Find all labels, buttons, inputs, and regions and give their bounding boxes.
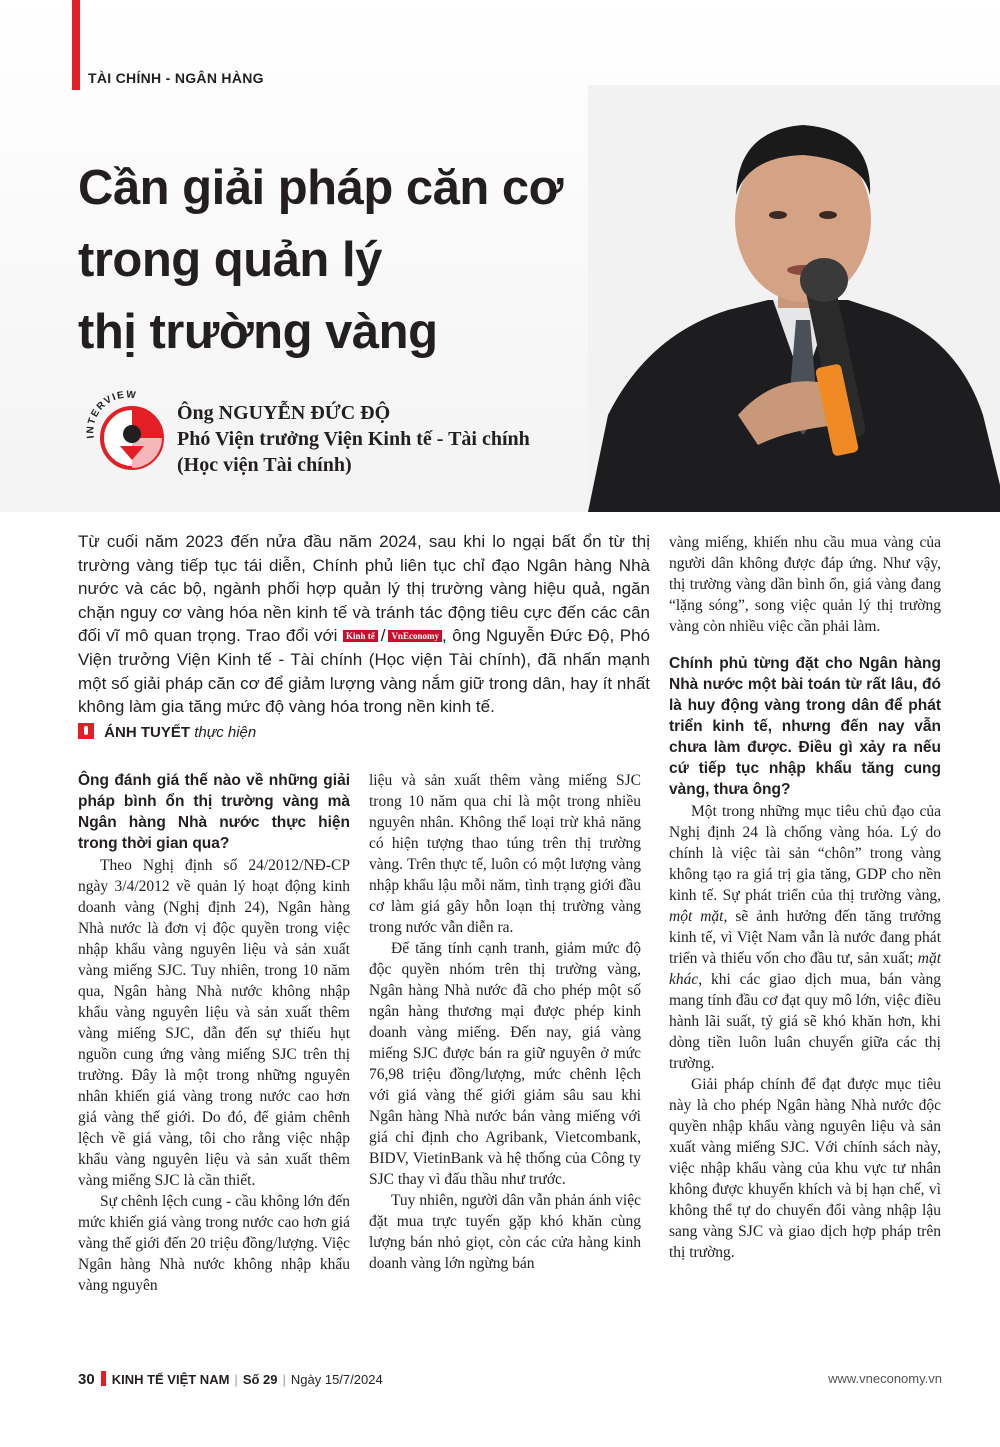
interview-badge-icon <box>82 388 170 476</box>
lead-text-2: , ông Nguyễn Đức Độ, Phó Viện trưởng Viện Kinh tế - Tài chính (Học viện Tài chính), đã nhấn mạnh một số giải pháp căn cơ để giảm lượng vàng nắm giữ trong dân, hay ít nhất không làm gia tăng mức độ vàng hóa trong nền kinh tế. <box>78 626 650 717</box>
footer-divider: | <box>282 1372 286 1387</box>
website-link[interactable]: www.vneconomy.vn <box>828 1371 942 1386</box>
answer-1-paragraph-1: Theo Nghị định số 24/2012/NĐ-CP ngày 3/4/2012 về quản lý hoạt động kinh doanh vàng (Nghị định 24), Ngân hàng Nhà nước là đơn vị độc quyền trong việc nhập khẩu vàng nguyên liệu và sản xuất vàng miếng SJC. Tuy nhiên, trong 10 năm qua, Ngân hàng Nhà nước không nhập khẩu vàng nguyên liệu và sản xuất thêm vàng miếng SJC, dẫn đến sự thiếu hụt nguồn cung ứng vàng miếng SJC trên thị trường. Đây là một trong những nguyên nhân khiến giá vàng trong nước cao hơn giá vàng thế giới. Do đó, để giảm chênh lệch về giá vàng, tôi cho rằng việc nhập khẩu vàng nguyên liệu và sản xuất thêm vàng miếng SJC là cần thiết. <box>78 857 350 1189</box>
article-title <box>78 152 598 368</box>
logo-separator: / <box>380 626 386 646</box>
column-2-paragraph-2: Để tăng tính cạnh tranh, giảm mức độ độc quyền nhóm trên thị trường vàng, Ngân hàng Nhà nước đã cho phép một số ngân hàng thương mại được phép kinh doanh vàng miếng. Đến nay, giá vàng miếng SJC được bán ra giữ nguyên ở mức 76,98 triệu đồng/lượng, mức chênh lệch với giá vàng thế giới giảm sâu sau khi Ngân hàng Nhà nước bán vàng miếng với giá chỉ định cho Agribank, Vietcombank, BIDV, VietinBank và hệ thống của Công ty SJC thay vì đấu thầu như trước. <box>369 940 641 1188</box>
title-line-2: trong quản lý <box>78 233 382 287</box>
magazine-name: KINH TẾ VIỆT NAM <box>111 1372 230 1387</box>
body-column-1 <box>78 770 350 1296</box>
vneconomy-logo: VnEconomy <box>388 630 442 642</box>
lead-paragraph <box>78 530 650 719</box>
answer-2-emphasis-1: một mặt, <box>669 908 728 925</box>
section-label: TÀI CHÍNH - NGÂN HÀNG <box>88 70 264 86</box>
title-line-1: Cần giải pháp căn cơ <box>78 161 564 215</box>
column-2-paragraph-1: liệu và sản xuất thêm vàng miếng SJC trong 10 năm qua chỉ là một trong nhiều nguyên nhân. Không thể loại trừ khả năng có hiện tượng thao túng trên thị trường vàng. Trên thực tế, luôn có một lượng vàng nhập khẩu lậu mỗi năm, tình trạng giới đầu cơ làm giá gây hỗn loạn thị trường vàng trong nước vẫn diễn ra. <box>369 772 641 936</box>
question-2: Chính phủ từng đặt cho Ngân hàng Nhà nước một bài toán từ rất lâu, đó là huy động vàng trong dân để phát triển kinh tế, nhưng đến nay vẫn chưa làm được. Điều gì xảy ra nếu cứ tiếp tục nhập khẩu tăng cung vàng, thưa ông? <box>669 655 941 798</box>
question-1: Ông đánh giá thế nào về những giải pháp bình ổn thị trường vàng mà Ngân hàng Nhà nước thực hiện trong thời gian qua? <box>78 772 350 852</box>
title-line-3: thị trường vàng <box>78 305 438 359</box>
kinhte-logo: Kinh tế <box>343 630 378 642</box>
interviewee-position: Phó Viện trưởng Viện Kinh tế - Tài chính <box>177 428 530 450</box>
footer-divider: | <box>234 1372 238 1387</box>
section-accent-bar <box>72 0 80 90</box>
answer-2-emphasis-2: mặt khác, <box>669 950 941 988</box>
footer-accent-bar <box>101 1371 106 1386</box>
author-name: ÁNH TUYẾT <box>104 724 191 741</box>
lead-text-1: Từ cuối năm 2023 đến nửa đầu năm 2024, sau khi lo ngại bất ổn từ thị trường vàng tiếp tục tái diễn, Chính phủ liên tục chỉ đạo Ngân hàng Nhà nước và các bộ, ngành phối hợp quản lý thị trường vàng hiệu quả, ngăn chặn nguy cơ vàng hóa nền kinh tế và tránh tác động tiêu cực đến các cân đối vĩ mô quan trọng. Trao đổi với <box>78 532 650 646</box>
column-2-paragraph-3: Tuy nhiên, người dân vẫn phản ánh việc đặt mua trực tuyến gặp khó khăn cùng lượng bán nhỏ giọt, còn các cửa hàng kinh doanh vàng lớn ngừng bán <box>369 1192 641 1272</box>
column-3-paragraph-1: vàng miếng, khiến nhu cầu mua vàng của người dân không được đáp ứng. Như vậy, thị trường vàng dần bình ổn, giá vàng đang “lặng sóng”, song việc quản lý thị trường vàng còn nhiều việc cần phải làm. <box>669 534 941 635</box>
answer-2-paragraph-1 <box>669 801 941 1074</box>
body-column-3 <box>669 532 941 1263</box>
page-number: 30 <box>78 1371 95 1388</box>
page-footer <box>78 1371 942 1388</box>
answer-2-text-c: khi các giao dịch mua, bán vàng mang tính đầu cơ đạt quy mô lớn, việc điều hành lãi suất, tỷ giá sẽ khó khăn hơn, khi dòng tiền luôn luân chuyển giữa các thị trường. <box>669 971 942 1072</box>
interviewee-name: Ông NGUYỄN ĐỨC ĐỘ <box>177 402 391 424</box>
issue-number: Số 29 <box>242 1372 278 1387</box>
body-column-2 <box>369 770 641 1274</box>
answer-2-paragraph-2: Giải pháp chính để đạt được mục tiêu này là cho phép Ngân hàng Nhà nước độc quyền nhập khẩu vàng nguyên liệu và sản xuất vàng miếng SJC. Với chính sách này, việc nhập khẩu vàng của khu vực tư nhân không được khuyến khích và bị hạn chế, vì không thể tự do chuyển đổi vàng nhập lậu sang vàng SJC và giao dịch hợp pháp trên thị trường. <box>669 1076 941 1261</box>
interviewee-photo <box>588 85 1000 512</box>
author-role: thực hiện <box>194 724 257 741</box>
answer-1-paragraph-2: Sự chênh lệch cung - cầu không lớn đến mức khiến giá vàng trong nước cao hơn giá vàng thế giới đến 20 triệu đồng/lượng. Việc Ngân hàng Nhà nước không nhập khẩu vàng nguyên <box>78 1193 350 1294</box>
answer-2-text-a: Một trong những mục tiêu chủ đạo của Nghị định 24 là chống vàng hóa. Lý do chính là việc tài sản “chôn” trong vàng không tạo ra giá trị gia tăng, GDP cho nền kinh tế. Sự phát triển của thị trường vàng, <box>669 803 941 904</box>
interview-badge-text: INTERVIEW <box>85 389 138 440</box>
pen-icon <box>78 723 94 739</box>
interviewee-byline <box>177 400 530 478</box>
answer-2-text-b: sẽ ảnh hưởng đến tăng trưởng kinh tế, vì Việt Nam vẫn là nước đang phát triển và thiếu vốn cho đầu tư, sản xuất; <box>669 908 942 967</box>
issue-date: Ngày 15/7/2024 <box>290 1372 383 1387</box>
author-credit <box>78 723 256 741</box>
interviewee-org: (Học viện Tài chính) <box>177 454 352 476</box>
